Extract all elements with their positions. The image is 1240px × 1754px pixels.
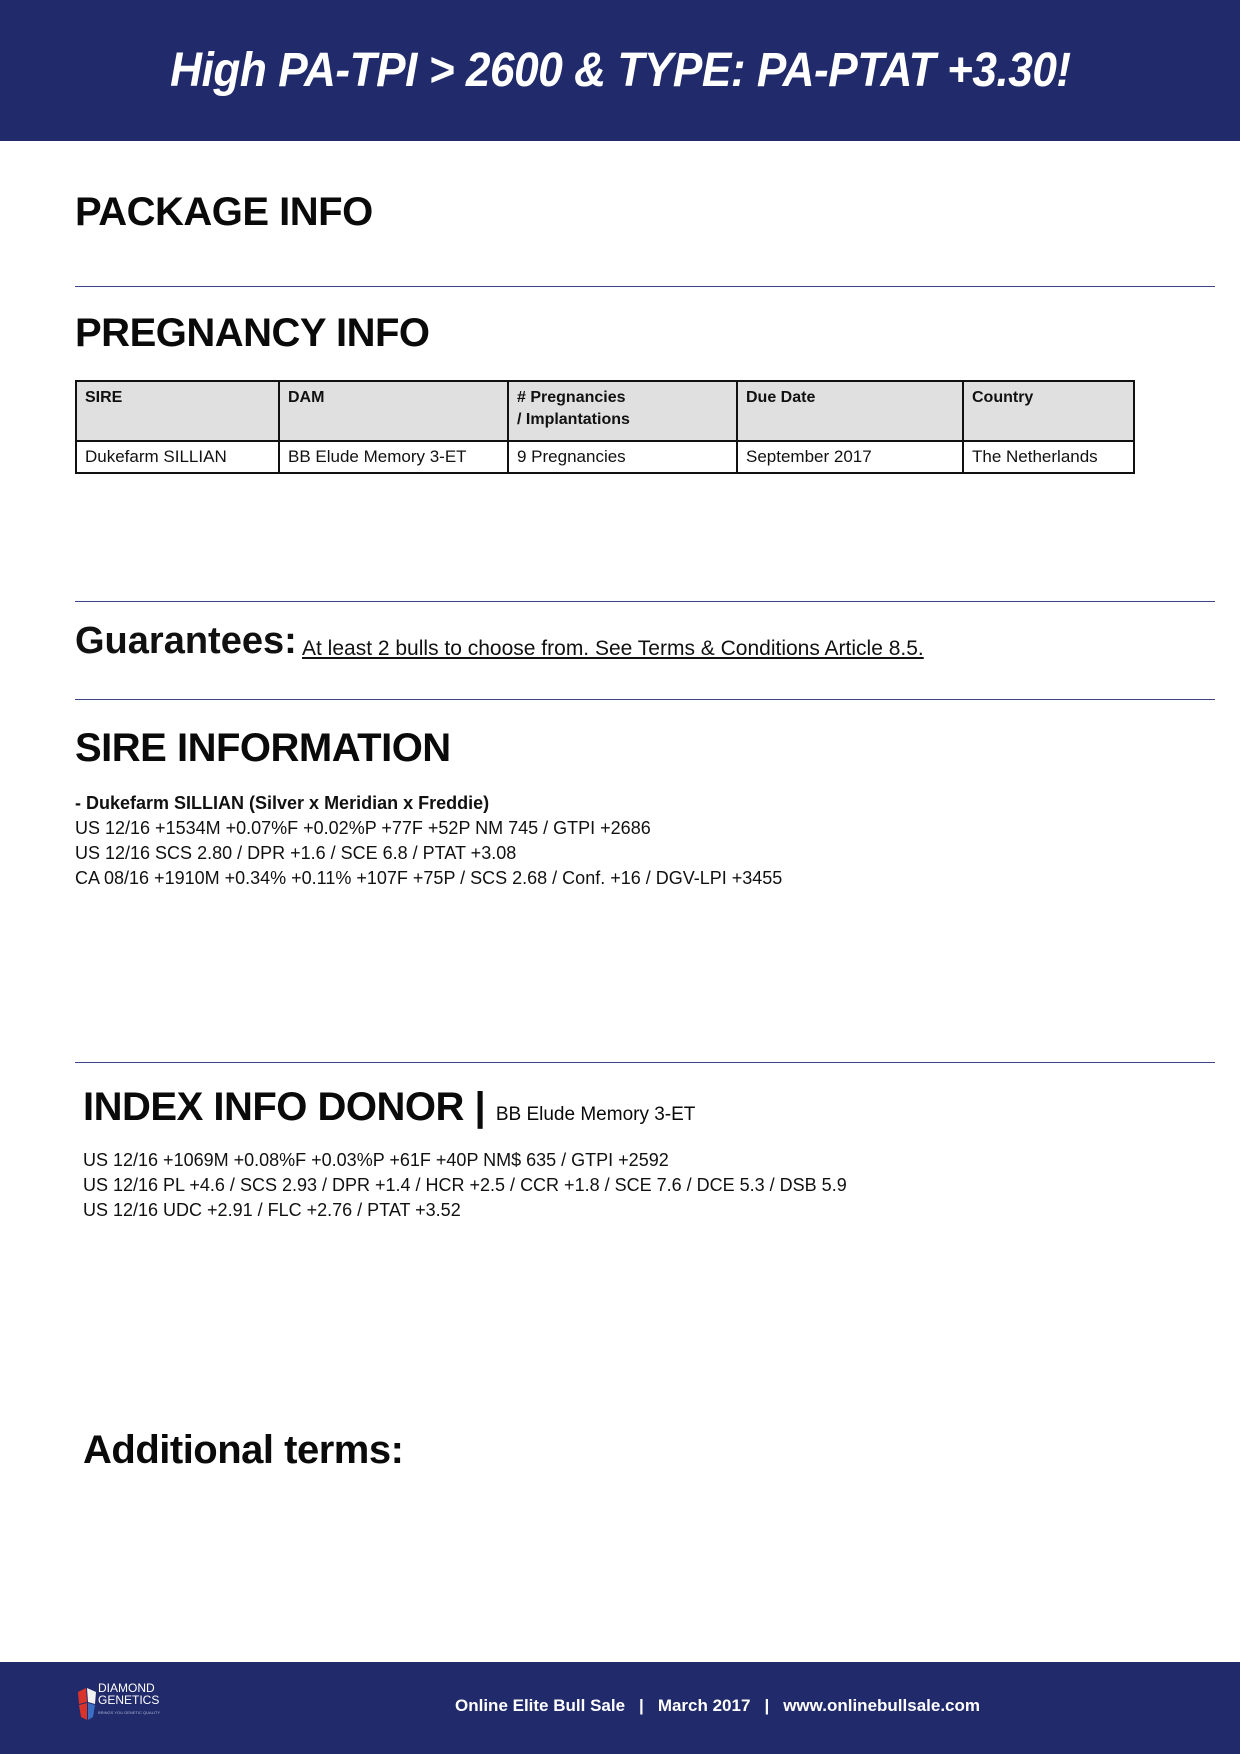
sire-info-line: CA 08/16 +1910M +0.34% +0.11% +107F +75P / SCS 2.68 / Conf. +16 / DGV-LPI +3455	[75, 868, 783, 888]
logo-wordmark	[98, 1682, 159, 1706]
logo-line-1: DIAMOND	[98, 1681, 155, 1695]
donor-name: BB Elude Memory 3-ET	[495, 1104, 696, 1125]
pregnancy-table	[75, 380, 1135, 474]
divider	[75, 601, 1215, 602]
footer-date: March 2017	[657, 1696, 751, 1715]
header-due-date: Due Date	[737, 381, 963, 441]
header-pregnancies-label: # Pregnancies	[517, 389, 626, 406]
donor-info-block	[83, 1148, 847, 1223]
index-info-donor-heading	[83, 1085, 695, 1130]
header-implantations-label: / Implantations	[517, 411, 630, 428]
footer-url[interactable]: www.onlinebullsale.com	[783, 1696, 980, 1715]
guarantees-label: Guarantees:	[75, 620, 297, 662]
pregnancy-info-heading: PREGNANCY INFO	[75, 311, 430, 355]
header-dam: DAM	[279, 381, 508, 441]
sire-info-block	[75, 791, 782, 891]
cell-sire: Dukefarm SILLIAN	[76, 441, 279, 473]
diamond-logo-icon	[78, 1688, 96, 1720]
donor-info-line: US 12/16 UDC +2.91 / FLC +2.76 / PTAT +3.52	[83, 1200, 461, 1220]
cell-due-date: September 2017	[737, 441, 963, 473]
index-info-donor-label: INDEX INFO DONOR |	[83, 1085, 486, 1129]
cell-country: The Netherlands	[963, 441, 1134, 473]
table-row	[76, 441, 1134, 473]
header-country: Country	[963, 381, 1134, 441]
diamond-genetics-logo	[78, 1682, 188, 1734]
header-pregnancies	[508, 381, 737, 441]
package-info-heading: PACKAGE INFO	[75, 190, 373, 234]
footer	[0, 1662, 1240, 1754]
footer-separator: |	[639, 1696, 644, 1715]
table-header-row	[76, 381, 1134, 441]
header-sire: SIRE	[76, 381, 279, 441]
divider	[75, 286, 1215, 287]
sire-info-line: US 12/16 +1534M +0.07%F +0.02%P +77F +52P NM 745 / GTPI +2686	[75, 818, 651, 838]
logo-tagline: BRINGS YOU GENETIC QUALITY	[98, 1710, 161, 1715]
footer-text	[455, 1696, 980, 1716]
divider	[75, 1062, 1215, 1063]
divider	[75, 699, 1215, 700]
additional-terms-heading: Additional terms:	[83, 1428, 404, 1472]
footer-sale: Online Elite Bull Sale	[455, 1696, 626, 1715]
sire-info-line: US 12/16 SCS 2.80 / DPR +1.6 / SCE 6.8 / PTAT +3.08	[75, 843, 517, 863]
banner-title: High PA-TPI > 2600 & TYPE: PA-PTAT +3.30!	[169, 44, 1071, 97]
guarantees-link[interactable]: At least 2 bulls to choose from. See Terms & Conditions Article 8.5.	[302, 637, 924, 660]
logo-line-2: GENETICS	[98, 1693, 160, 1707]
cell-dam: BB Elude Memory 3-ET	[279, 441, 508, 473]
donor-info-line: US 12/16 +1069M +0.08%F +0.03%P +61F +40P NM$ 635 / GTPI +2592	[83, 1150, 669, 1170]
top-banner	[0, 0, 1240, 141]
sire-title-line: - Dukefarm SILLIAN (Silver x Meridian x Freddie)	[75, 793, 490, 813]
cell-pregnancies: 9 Pregnancies	[508, 441, 737, 473]
sire-information-heading: SIRE INFORMATION	[75, 726, 451, 770]
donor-info-line: US 12/16 PL +4.6 / SCS 2.93 / DPR +1.4 / HCR +2.5 / CCR +1.8 / SCE 7.6 / DCE 5.3 / DSB 5.9	[83, 1175, 847, 1195]
footer-separator: |	[764, 1696, 770, 1715]
